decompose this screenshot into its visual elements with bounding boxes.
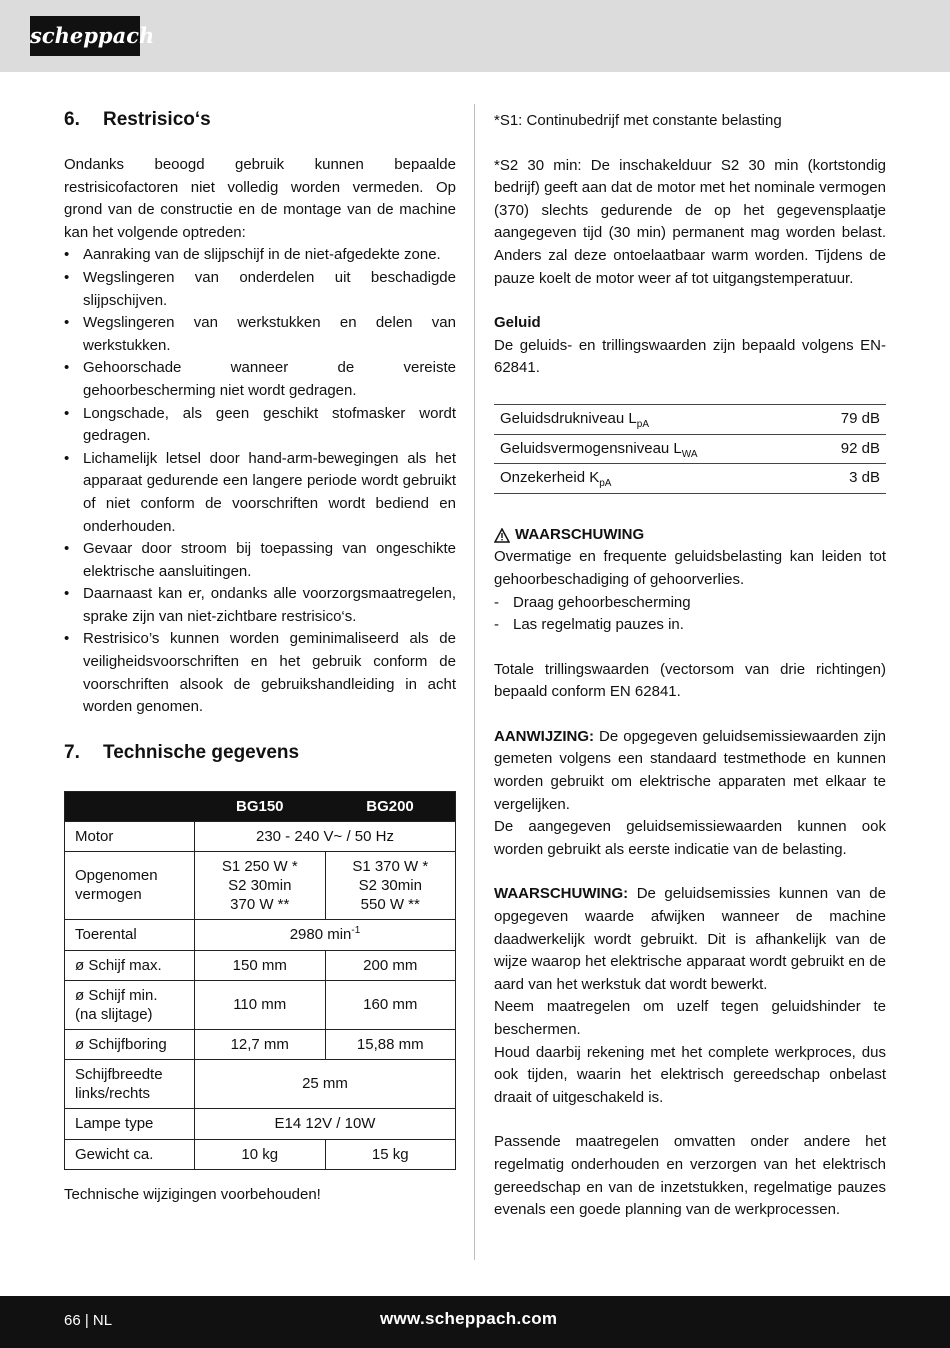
table-header-row (65, 791, 456, 821)
table-row: Geluidsvermogensniveau $L_{WA}$ 92 dB (494, 434, 886, 464)
list-item: • Wegslingeren van onderdelen uit beschadigde slijpschijven. (64, 267, 456, 312)
section-6-intro: Ondanks beoogd gebruik kunnen bepaalde restrisicofactoren niet volledig worden vermeden. Op grond van de constructie en de montage van de machine kan het volgende optreden: (64, 156, 456, 241)
table-row: Gewicht ca. 10 kg 15 kg (65, 1139, 456, 1169)
technical-data-table (64, 791, 456, 1170)
page-footer (0, 1296, 950, 1348)
warning-text: Overmatige en frequente geluidsbelasting kan leiden tot gehoorbeschadiging of gehoorverlies. (494, 548, 886, 588)
vibration-text: Totale trillingswaarden (vectorsom van drie richtingen) bepaald conform EN 62841. (494, 660, 886, 701)
warning2-paragraph-3: Houd daarbij rekening met het complete werkproces, dus ook tijden, waarin het elektrisch gereedschap onbelast draait of uitgeschakeld is. (494, 1043, 886, 1106)
table-row: Lampe type E14 12V / 10W (65, 1108, 456, 1139)
list-item: • Gevaar door stroom bij toepassing van ongeschikte elektrische aansluitingen. (64, 538, 456, 583)
section-6-heading (64, 106, 456, 134)
section-title: Restrisico‘s (103, 109, 211, 130)
measures-paragraph: Passende maatregelen omvatten onder andere het regelmatig onderhouden en verzorgen van het elektrisch gereedschap en van de inzetstukken, regelmatige pauzes evenals een goede planning van de werkprocessen. (494, 1133, 886, 1219)
page-header (0, 0, 950, 72)
section-number: 6. (64, 109, 80, 130)
section-title: Technische gegevens (103, 741, 300, 763)
list-item: • Aanraking van de slijpschijf in de niet-afgedekte zone. (64, 244, 456, 267)
warning2-paragraph: WAARSCHUWING: De geluidsemissies kunnen van de opgegeven waarde afwijken wanneer de machine daadwerkelijk wordt gebruikt. Dit is afhankelijk van de wijze waarop het elektrische apparaat wordt gebruikt en de aard van het werkstuk dat wordt bewerkt. (494, 885, 886, 993)
left-column (64, 106, 456, 1206)
list-item: • Wegslingeren van werkstukken en delen van werkstukken. (64, 312, 456, 357)
table-row: Motor 230 - 240 V~ / 50 Hz (65, 821, 456, 851)
s2-note: *S2 30 min: De inschakelduur S2 30 min (kortstondig bedrijf) geeft aan dat de motor met het nominale vermogen (370) slechts gedurende de op het gegevensplaatje aangegeven tijd (30 min) permanent mag worden belast. Anders zal deze ontoelaatbaar warm worden. Tijdens de pauze koelt de motor weer af tot uitgangstemperatuur. (494, 156, 886, 287)
table-row: ø Schijfboring 12,7 mm 15,88 mm (65, 1029, 456, 1059)
column-divider (474, 104, 475, 1260)
section-7-heading (64, 739, 456, 767)
right-column (494, 110, 886, 1222)
table-row: ø Schijf max. 150 mm 200 mm (65, 950, 456, 980)
warning-heading: WAARSCHUWING (494, 524, 886, 547)
technical-note: Technische wijzigingen voorbehouden! (64, 1185, 321, 1203)
list-item: • Lichamelijk letsel door hand-arm-bewegingen als het apparaat gedurende een langere periode wordt gebruikt of niet conform de voorschriften wordt bediend en onderhouden. (64, 448, 456, 538)
list-item: • Longschade, als geen geschikt stofmasker wordt gedragen. (64, 403, 456, 448)
page-number: 66 | NL (64, 1312, 113, 1329)
notice-paragraph: AANWIJZING: De opgegeven geluidsemissiewaarden zijn gemeten volgens een standaard testmethode en kunnen worden gebruikt om elektrische apparaten met elkaar te vergelijken. (494, 727, 886, 813)
column-header-bg150: BG150 (195, 791, 326, 821)
list-item: • Restrisico’s kunnen worden geminimaliseerd als de veiligheidsvoorschriften en het gebruik conform de voorschriften alsook de gebruikshandleiding in acht worden genomen. (64, 628, 456, 718)
risk-list (64, 244, 456, 718)
table-row: ø Schijf min. (na slijtage) 110 mm 160 mm (65, 980, 456, 1029)
table-row: Opgenomen vermogen S1 250 W * S2 30min 370 W ** S1 370 W * S2 30min 550 W ** (65, 851, 456, 919)
table-row: Geluidsdrukniveau $L_{pA}$ 79 dB (494, 404, 886, 434)
warning2-paragraph-2: Neem maatregelen om uzelf tegen geluidshinder te beschermen. (494, 998, 886, 1038)
table-row: Onzekerheid $K_{pA}$ 3 dB (494, 464, 886, 494)
section-number: 7. (64, 741, 80, 763)
list-item: - Las regelmatig pauzes in. (494, 614, 886, 637)
list-item: • Gehoorschade wanneer de vereiste gehoorbescherming niet wordt gedragen. (64, 357, 456, 402)
noise-table (494, 404, 886, 494)
warning-list (494, 592, 886, 637)
s1-note: *S1: Continubedrijf met constante belasting (494, 112, 782, 129)
noise-heading: Geluid (494, 314, 541, 332)
column-header-bg200: BG200 (325, 791, 456, 821)
website-url: www.scheppach.com (380, 1309, 558, 1328)
scheppach-logo: scheppach (30, 16, 140, 56)
warning-triangle-icon (494, 528, 510, 543)
table-row: Schijfbreedte links/rechts 25 mm (65, 1059, 456, 1108)
notice-paragraph-2: De aangegeven geluidsemissiewaarden kunnen ook worden gebruikt als eerste indicatie van de belasting. (494, 818, 886, 858)
list-item: • Daarnaast kan er, ondanks alle voorzorgsmaatregelen, sprake zijn van niet-zichtbare restrisico‘s. (64, 583, 456, 628)
table-row: Toerental 2980 $\min^{-1}$ (65, 919, 456, 950)
list-item: - Draag gehoorbescherming (494, 592, 886, 615)
noise-intro: De geluids- en trillingswaarden zijn bepaald volgens EN-62841. (494, 336, 886, 377)
